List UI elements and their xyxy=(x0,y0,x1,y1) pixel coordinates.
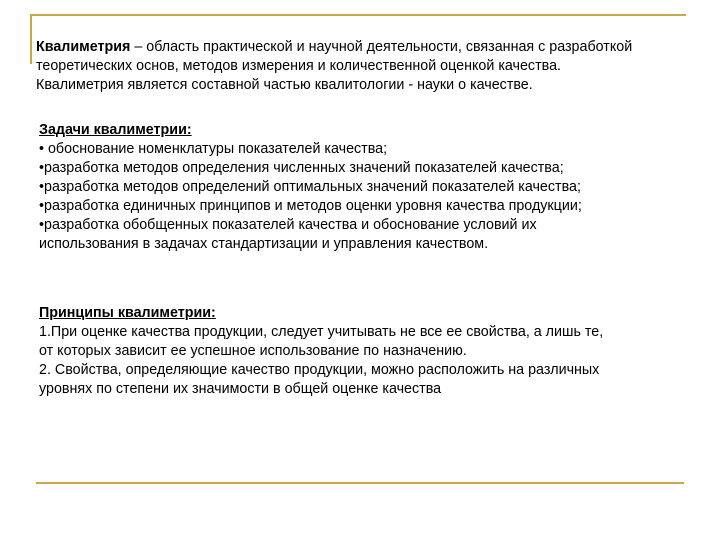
principles-text-line: уровнях по степени их значимости в общей оценке качества xyxy=(39,381,442,397)
definition-line-3: Квалиметрия является составной частью квалитологии - науки о качестве. xyxy=(36,77,533,93)
decorative-bottom-rule xyxy=(36,482,684,484)
tasks-list-item: •разработка обобщенных показателей качества и обоснование условий их xyxy=(39,217,537,233)
tasks-list-item-continuation: использования в задачах стандартизации и управления качеством. xyxy=(39,236,489,252)
definition-line-1 xyxy=(36,38,632,57)
tasks-heading: Задачи квалиметрии: xyxy=(39,122,192,138)
definition-text: – область практической и научной деятельности, связанная с разработкой xyxy=(130,39,633,55)
tasks-list-item: •разработка методов определения численных значений показателей качества; xyxy=(39,160,564,176)
principles-heading: Принципы квалиметрии: xyxy=(39,305,216,321)
decorative-top-rule xyxy=(30,14,686,16)
defined-term: Квалиметрия xyxy=(36,39,131,55)
tasks-list-item: •разработка единичных принципов и методов оценки уровня качества продукции; xyxy=(39,198,582,214)
definition-paragraph xyxy=(36,38,632,95)
tasks-list-item: • обоснование номенклатуры показателей качества; xyxy=(39,141,388,157)
principles-section xyxy=(39,304,603,399)
decorative-left-rule xyxy=(30,14,32,64)
principles-text-line: 2. Свойства, определяющие качество продукции, можно расположить на различных xyxy=(39,362,600,378)
principles-text-line: 1.При оценке качества продукции, следует учитывать не все ее свойства, а лишь те, xyxy=(39,324,604,340)
definition-line-2: теоретических основ, методов измерения и количественной оценкой качества. xyxy=(36,58,561,74)
tasks-section xyxy=(39,121,582,254)
tasks-list-item: •разработка методов определений оптимальных значений показателей качества; xyxy=(39,179,581,195)
principles-text-line: от которых зависит ее успешное использование по назначению. xyxy=(39,343,467,359)
